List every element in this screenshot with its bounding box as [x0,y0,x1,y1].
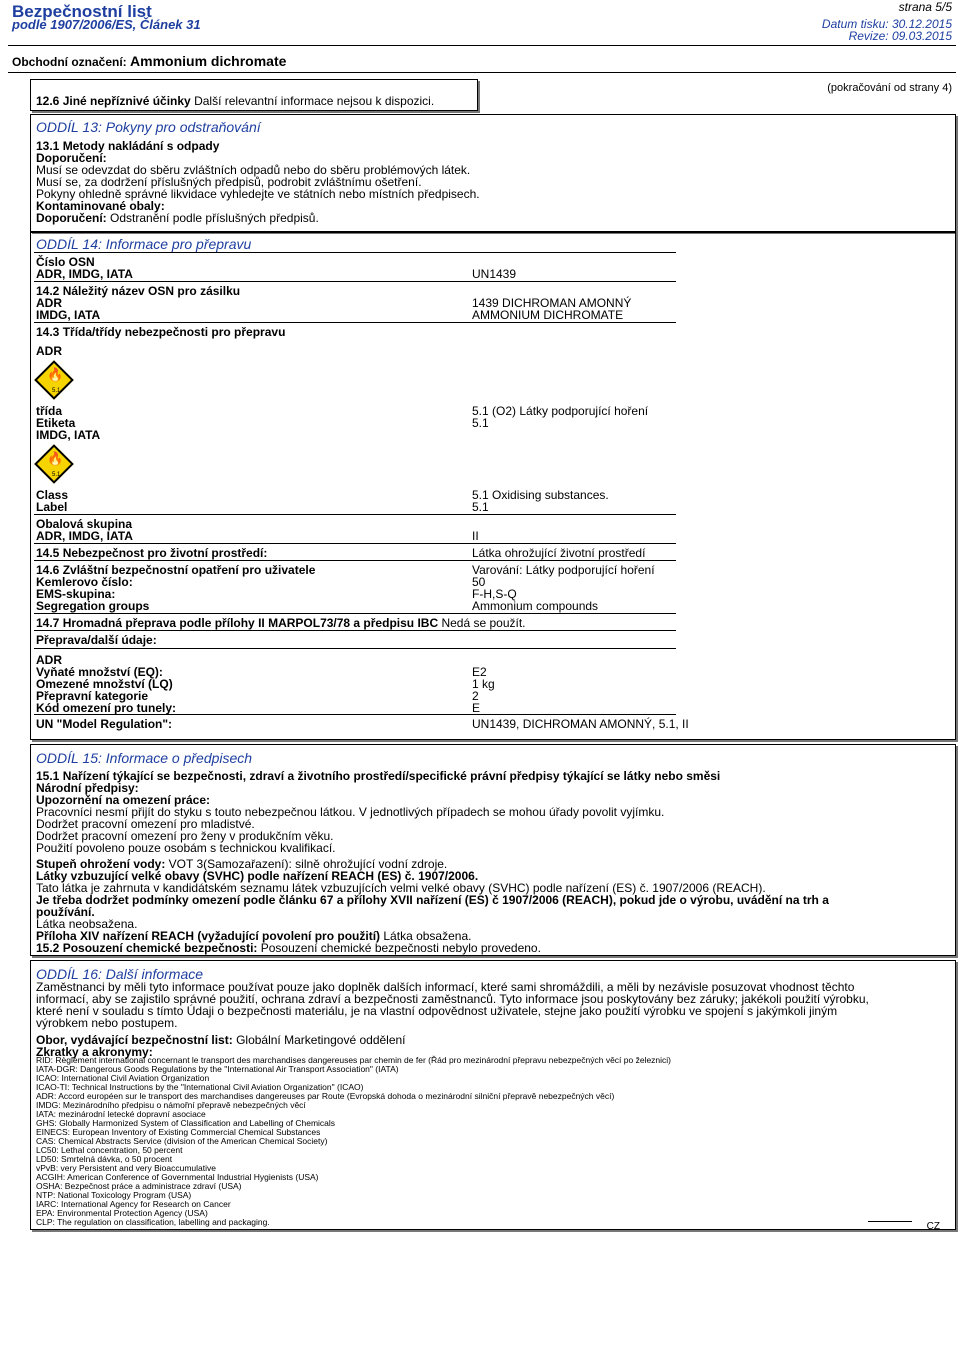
adr-label-2: ADR [36,344,62,358]
section-14-3: 14.3 Třída/třídy nebezpečnosti pro přepravu [36,325,286,339]
water-hazard-value: VOT 3(Samozařazení): silně ohrožující vodní zdroje. [165,857,448,871]
section-14-5: 14.5 Nebezpečnost pro životní prostředí: [36,546,268,560]
row-divider [34,648,676,649]
model-regulation-value: UN1439, DICHROMAN AMONNÝ, 5.1, II [472,717,689,731]
tunnel-code-value: E [472,701,481,715]
abbreviation-item: vPvB: very Persistent and very Bioaccumulative [36,1163,216,1173]
abbreviation-item: RID: Règlement international concernant le transport des marchandises dangereuses par chemin de fer (Řád pro mezinárodní přepravu nebezpečných věcí po železnici) [36,1055,672,1065]
abbreviation-item: CLP: The regulation on classification, labelling and packaging. [36,1217,270,1227]
eq-label: Vyňaté množství (EQ): [36,665,163,679]
class-label-en: Class [36,488,69,502]
row-divider [34,560,676,561]
row-divider [34,514,676,515]
segregation-label: Segregation groups [36,599,150,613]
label-value-en: 5.1 [472,500,489,514]
section-14-2: 14.2 Náležitý název OSN pro zásilku [36,284,241,298]
contaminated-packaging-label: Kontaminované obaly: [36,199,165,213]
transport-other-label: Přeprava/další údaje: [36,633,157,647]
row-divider [34,613,676,614]
adr-label-3: ADR [36,653,62,667]
language-code: CZ [926,1221,940,1232]
recommendation-label: Doporučení: [36,151,107,165]
imdg-iata-label: IMDG, IATA [36,308,101,322]
abbreviation-item: IATA: mezinárodní letecké dopravní asociace [36,1109,206,1119]
section-14-6-value: Varování: Látky podporující hoření [472,563,655,577]
abbreviation-item: ICAO: International Civil Aviation Organization [36,1073,210,1083]
issuing-department-value: Globální Marketingové oddělení [232,1033,406,1047]
adr-label: ADR [36,296,62,310]
restriction-4: Použití povoleno pouze osobám s technickou kvalifikací. [36,841,336,855]
abbreviation-item: GHS: Globally Harmonized System of Classification and Labelling of Chemicals [36,1118,336,1128]
recommendation-2-text: Odstranění podle příslušných předpisů. [106,211,319,225]
not-contained: Látka neobsažena. [36,917,138,931]
shipping-name-imdg: AMMONIUM DICHROMATE [472,308,624,322]
section-13-title: ODDÍL 13: Pokyny pro odstraňování [36,119,261,135]
oxidizer-hazard-icon [34,444,74,484]
section-14-5-value: Látka ohrožující životní prostředí [472,546,646,560]
work-restrictions-label: Upozornění na omezení práce: [36,793,211,807]
section-14-7-label: 14.7 Hromadná přeprava podle přílohy II MARPOL73/78 a předpisu IBC [36,616,439,630]
water-hazard-label: Stupeň ohrožení vody: [36,857,166,871]
section-14-7-value: Nedá se použít. [438,616,526,630]
lq-label: Omezené množství (LQ) [36,677,173,691]
svhc-heading: Látky vzbuzující velké obavy (SVHC) podle nařízení REACH (ES) č. 1907/2006. [36,869,479,883]
section-12-6-text: Další relevantní informace nejsou k dispozici. [190,94,435,108]
section-14-6: 14.6 Zvláštní bezpečnostní opatření pro uživatele [36,563,316,577]
s13-line-3: Pokyny ohledně správné likvidace vyhledejte ve státních nebo místních předpisech. [36,187,480,201]
section-15-2-value: Posouzení chemické bezpečnosti nebylo provedeno. [257,941,541,955]
un-number-value: UN1439 [472,267,517,281]
row-divider [34,714,676,715]
document-subtitle: podle 1907/2006/ES, Článek 31 [12,17,201,32]
s16-paragraph-1: Zaměstnanci by měli tyto informace používat pouze jako doplněk dalších informací, které sami shromáždili, a měli by nezávisle posuzovat vhodnost těchto [36,980,855,994]
s16-paragraph-3: které není v souladu s tímto Údaji o bezpečnosti materiálu, je na vlastní odpovědnost uživatele, stejne jako použití výrobku ve spojení s jakýmkoli jiným [36,1004,838,1018]
flame-over-circle-icon: 🔥 [47,367,64,382]
section-12-6 [36,95,434,107]
restriction-3: Dodržet pracovní omezení pro ženy v produkčním věku. [36,829,334,843]
pictogram-number: 5.1 [52,472,61,478]
restriction-conditions-2: používání. [36,905,95,919]
abbreviations-list [36,1056,671,1227]
abbreviation-item: LC50: Lethal concentration, 50 percent [36,1145,183,1155]
segregation-value: Ammonium compounds [472,599,599,613]
kemler-value: 50 [472,575,486,589]
s16-paragraph-4: výrobkem nebo postupem. [36,1016,178,1030]
eq-value: E2 [472,665,487,679]
header-divider [8,45,956,46]
section-15-2 [36,942,541,954]
trade-name [12,53,286,69]
abbreviation-item: ADR: Accord européen sur le transport des marchandises dangereuses par Route (Evropská dohoda o mezinárodní silniční přepravě nebezpečných věcí) [36,1091,615,1101]
row-divider [34,252,676,253]
model-regulation-label: UN "Model Regulation": [36,717,173,731]
svhc-text: Tato látka je zahrnuta v kandidátském seznamu látek vzbuzujících velmi velké obavy (SVHC) podle nařízení (ES) č. 1907/2006 (REACH). [36,881,766,895]
kemler-label: Kemlerovo číslo: [36,575,133,589]
packing-group-label: Obalová skupina [36,517,133,531]
un-number-label: Číslo OSN [36,255,95,269]
abbreviation-item: ACGIH: American Conference of Governmental Industrial Hygienists (USA) [36,1172,319,1182]
page-number: strana 5/5 [898,0,952,14]
recommendation-2-label: Doporučení: [36,211,107,225]
abbreviation-item: LD50: Smrtelná dávka, o 50 procent [36,1154,173,1164]
continuation-note: (pokračování od strany 4) [827,82,952,94]
flame-over-circle-icon: 🔥 [47,451,64,466]
trade-name-value: Ammonium dichromate [130,53,287,69]
abbreviation-item: EINECS: European Inventory of Existing Commercial Chemical Substances [36,1127,321,1137]
packing-group-value: II [472,529,479,543]
annex-xiv-value: Látka obsažena. [380,929,472,943]
class-value-en: 5.1 Oxidising substances. [472,488,609,502]
abbreviation-item: NTP: National Toxicology Program (USA) [36,1190,192,1200]
trade-name-label: Obchodní označení: [12,55,127,69]
oxidizer-hazard-icon [34,360,74,400]
row-divider [34,322,676,323]
imdg-iata-label-2: IMDG, IATA [36,428,101,442]
section-13-1: 13.1 Metody nakládání s odpady [36,139,220,153]
section-15-2-label: 15.2 Posouzení chemické bezpečnosti: [36,941,258,955]
restriction-1: Pracovníci nesmí přijít do styku s touto nebezpečnou látkou. V jednotlivých případech se mohou úřady povolit vyjímku. [36,805,665,819]
section-12-6-label: 12.6 Jiné nepříznivé účinky [36,94,191,108]
restriction-2: Dodržet pracovní omezení pro mladistvé. [36,817,255,831]
label-value-cz: 5.1 [472,416,489,430]
abbreviation-item: EPA: Environmental Protection Agency (USA) [36,1208,208,1218]
annex-xiv-label: Příloha XIV nařízení REACH (vyžadující povolení pro použití) [36,929,381,943]
document-title: Bezpečnostní list [12,2,152,21]
restriction-conditions: Je třeba dodržet podmínky omezení podle článku 67 a přílohy XVII nařízení (ES) č 1907/2006 (REACH), pokud jde o výrobu, uvádění na trh a [36,893,829,907]
packing-group-modes: ADR, IMDG, IATA [36,529,133,543]
national-regs-label: Národní předpisy: [36,781,139,795]
row-divider [34,543,676,544]
ems-label: EMS-skupina: [36,587,116,601]
un-number-modes: ADR, IMDG, IATA [36,267,133,281]
transport-category-value: 2 [472,689,479,703]
issuing-department-label: Obor, vydávající bezpečnostní list: [36,1033,233,1047]
abbreviation-item: IATA-DGR: Dangerous Goods Regulations by the "International Air Transport Association" (IATA) [36,1064,399,1074]
label-label-en: Label [36,500,68,514]
tunnel-code-label: Kód omezení pro tunely: [36,701,177,715]
abbreviation-item: OSHA: Bezpečnost práce a administrace zdraví (USA) [36,1181,242,1191]
s13-recommendation-2 [36,212,319,224]
abbreviation-item: IMDG: Mezinárodního předpisu o námořní přepravě nebezpečných věcí [36,1100,306,1110]
pictogram-number: 5.1 [52,388,61,394]
trade-divider [8,72,956,73]
s13-line-2: Musí se, za dodržení příslušných předpisů, podrobit zvláštnímu ošetření. [36,175,422,189]
lq-value: 1 kg [472,677,495,691]
abbreviation-item: IARC: International Agency for Research on Cancer [36,1199,231,1209]
section-16-title: ODDÍL 16: Další informace [36,966,204,982]
print-date: Datum tisku: 30.12.2015 [821,17,952,31]
section-15-1: 15.1 Nařízení týkající se bezpečnosti, zdraví a životního prostředí/specifické právní předpisy týkající se látky nebo směsi [36,769,721,783]
section-14-title: ODDÍL 14: Informace pro přepravu [36,236,252,252]
abbreviations-label: Zkratky a akronymy: [36,1045,153,1059]
shipping-name-adr: 1439 DICHROMAN AMONNÝ [472,296,632,310]
section-14-7 [36,617,526,629]
abbreviation-item: CAS: Chemical Abstracts Service (division of the American Chemical Society) [36,1136,328,1146]
label-label-cz: Etiketa [36,416,76,430]
ems-value: F-H,S-Q [472,587,517,601]
revision-date: Revize: 09.03.2015 [848,29,952,43]
s13-line-1: Musí se odevzdat do sběru zvláštních odpadů nebo do sběru problémových látek. [36,163,471,177]
class-value-cz: 5.1 (O2) Látky podporující hoření [472,404,649,418]
s16-paragraph-2: informací, aby se zajistilo správné použití, ochrana zdraví a bezpečnosti zaměstnanců. Tyto informace jsou poskytovány bez záruky; jakékoli použití výrobku, [36,992,869,1006]
transport-category-label: Přepravní kategorie [36,689,149,703]
section-15-title: ODDÍL 15: Informace o předpisech [36,750,253,766]
row-divider [34,630,676,631]
footer-line [868,1221,912,1222]
class-label-cz: třída [36,404,63,418]
row-divider [34,281,676,282]
abbreviation-item: ICAO-TI: Technical Instructions by the "International Civil Aviation Organization" (ICAO) [36,1082,364,1092]
